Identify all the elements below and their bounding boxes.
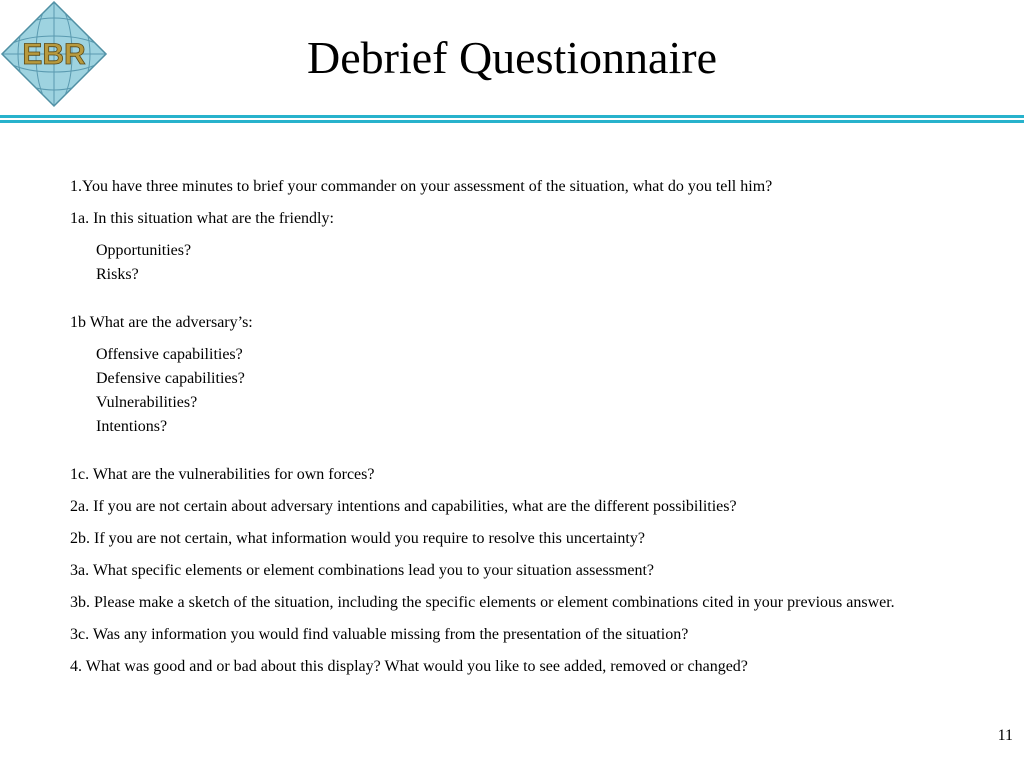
question-1c: 1c. What are the vulnerabilities for own forces? <box>70 466 375 483</box>
question-1a-list <box>70 239 970 287</box>
questionnaire-body <box>70 175 970 687</box>
header-rule-top <box>0 115 1024 118</box>
list-item: Intentions? <box>96 418 168 435</box>
question-1a: 1a. In this situation what are the friendly: <box>70 210 334 227</box>
question-3b: 3b. Please make a sketch of the situation, including the specific elements or element combinations cited in your previous answer. <box>70 594 895 611</box>
header-rule-bottom <box>0 120 1024 123</box>
question-1b-list <box>70 343 970 439</box>
question-3c: 3c. Was any information you would find valuable missing from the presentation of the situation? <box>70 626 689 643</box>
question-1b: 1b What are the adversary’s: <box>70 314 253 331</box>
question-1: 1.You have three minutes to brief your commander on your assessment of the situation, what do you tell him? <box>70 178 773 195</box>
logo-text: EBR <box>22 38 86 71</box>
list-item: Risks? <box>96 266 139 283</box>
list-item: Defensive capabilities? <box>96 370 245 387</box>
question-2b: 2b. If you are not certain, what information would you require to resolve this uncertainty? <box>70 530 645 547</box>
page-number: 11 <box>997 727 1013 744</box>
question-3a: 3a. What specific elements or element combinations lead you to your situation assessment? <box>70 562 654 579</box>
page-title: Debrief Questionnaire <box>306 32 717 83</box>
list-item: Offensive capabilities? <box>96 346 243 363</box>
list-item: Opportunities? <box>96 242 192 259</box>
question-4: 4. What was good and or bad about this display? What would you like to see added, removed or changed? <box>70 658 748 675</box>
question-2a: 2a. If you are not certain about adversary intentions and capabilities, what are the different possibilities? <box>70 498 737 515</box>
list-item: Vulnerabilities? <box>96 394 198 411</box>
